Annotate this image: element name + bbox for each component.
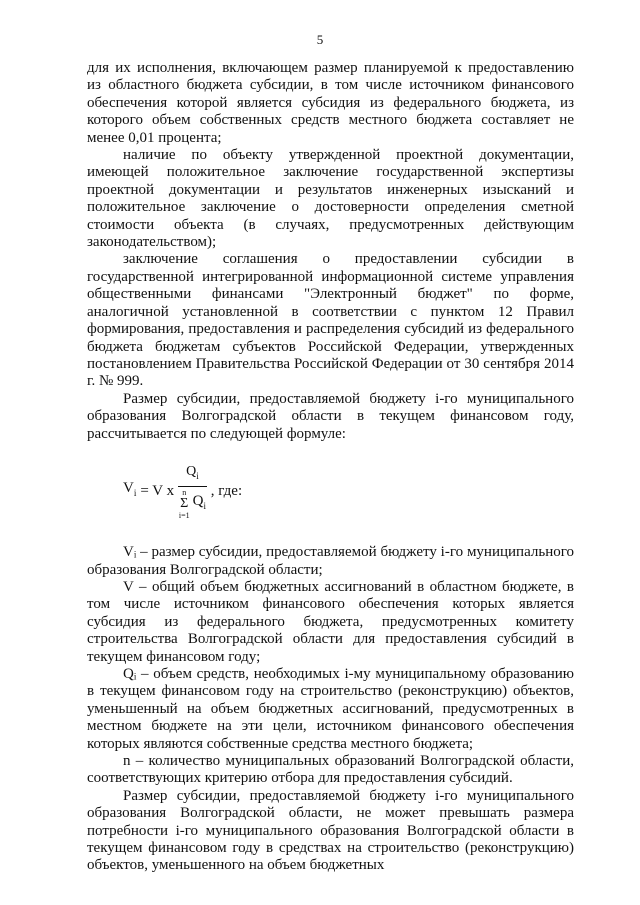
- formula-lhs: $V_i$: [123, 480, 137, 499]
- sum-lower-limit: i=1: [178, 511, 190, 521]
- paragraph: заключение соглашения о предоставлении субсидии в государственной интегрированной информационной системе управления общественными финансами "Электронный бюджет" по форме, аналогичной установленной в соответствии с пунктом 12 Правил формирования, предоставления и распределения субсидий из федерального бюджета бюджетам субъектов Российской Федерации, утвержденных постановлением Правительства Российской Федерации от 30 сентября 2014 г. № 999.: [87, 251, 574, 390]
- paragraph: V – общий объем бюджетных ассигнований в областном бюджете, в том числе источником финансового обеспечения которых является субсидия из федерального бюджета, предусмотренных комитету строительства Волгоградской области для предоставления субсидий в текущем финансовом году;: [87, 578, 574, 665]
- page-number: 5: [316, 32, 324, 47]
- paragraphs-after: [87, 544, 574, 875]
- sum-operator: [179, 488, 190, 520]
- paragraph: для их исполнения, включающем размер планируемой к предоставлению из областного бюджета субсидии, в том числе источником финансового обеспечения которой является субсидия из федерального бюджета, из которого объем собственных средств местного бюджета составляет не менее 0,01 процента;: [87, 60, 574, 146]
- paragraph: Размер субсидии, предоставляемой бюджету i-го муниципального образования Волгоградской области, не может превышать размера потребности i-го муниципального образования Волгоградской области в текущем финансовом году в средствах на строительство (реконструкцию) объектов, уменьшенного на объем бюджетных: [87, 787, 574, 874]
- sigma-symbol: Σ: [180, 496, 189, 512]
- subsidy-formula: [123, 463, 574, 520]
- formula-denominator: [179, 487, 206, 520]
- denominator-term: $Q_i$: [192, 492, 206, 511]
- paragraph: n – количество муниципальных образований Волгоградской области, соответствующих критерию отбора для предоставления субсидий.: [87, 753, 574, 787]
- paragraph: наличие по объекту утвержденной проектной документации, имеющей положительное заключение государственной экспертизы проектной документации и результатов инженерных изысканий и положительное заключение о достоверности определения сметной стоимости объекта (в случаях, предусмотренных действующим законодательством);: [87, 147, 574, 251]
- document-body: [87, 60, 574, 875]
- paragraph: Vᵢ – размер субсидии, предоставляемой бюджету i-го муниципального образования Волгоградской области;: [87, 544, 574, 578]
- paragraph: Qᵢ – объем средств, необходимых i-му муниципальному образованию в текущем финансовом году на строительство (реконструкцию) объектов, уменьшенный на объем бюджетных ассигнований, предусмотренных в местном бюджете на эти цели, источником финансового обеспечения которых являются собственные средства местного бюджета;: [87, 665, 574, 752]
- paragraph: Размер субсидии, предоставляемой бюджету i-го муниципального образования Волгоградской области в текущем финансовом году, рассчитывается по следующей формуле:: [87, 390, 574, 442]
- paragraphs-before: [87, 60, 574, 443]
- formula-fraction: [178, 463, 207, 520]
- formula-numerator: $Q_i$: [178, 463, 207, 487]
- sum-upper-limit: n: [182, 488, 187, 498]
- formula-tail: , где:: [210, 482, 243, 499]
- formula-eq-times: = V x: [140, 482, 175, 499]
